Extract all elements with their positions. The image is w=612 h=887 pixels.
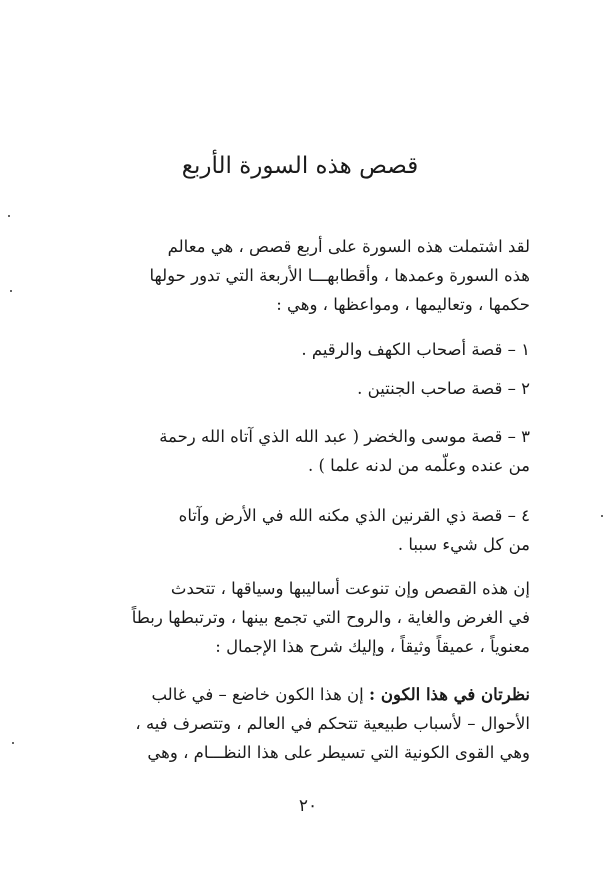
- page-number: ٢٠: [298, 796, 318, 816]
- section-paragraph: [95, 680, 530, 767]
- text-line: من عنده وعلّمه من لدنه علما ) .: [308, 456, 530, 475]
- text-line: ١ – قصة أصحاب الكهف والرقيم .: [301, 340, 530, 359]
- text-line: لقد اشتملت هذه السورة على أربع قصص ، هي معالم: [167, 237, 530, 256]
- text-line: إن هذه القصص وإن تنوعت أساليبها وسياقها ، تتحدث: [170, 579, 530, 598]
- text-line: الأحوال – لأسباب طبيعية تتحكم في العالم ، وتتصرف فيه ،: [135, 714, 530, 733]
- story-item-4: [95, 501, 530, 559]
- scan-speck: [8, 215, 10, 217]
- story-item-2: [95, 374, 530, 403]
- text-line: معنوياً ، عميقاً وثيقاً ، وإليك شرح هذا الإجمال :: [215, 637, 530, 656]
- text-line: [95, 680, 530, 709]
- story-item-1: [95, 335, 530, 364]
- text-line: ٢ – قصة صاحب الجنتين .: [357, 379, 530, 398]
- text-line: وهي القوى الكونية التي تسيطر على هذا النظـــام ، وهي: [147, 743, 530, 762]
- chapter-title: قصص هذه السورة الأربع: [181, 153, 419, 180]
- intro-paragraph: [95, 232, 530, 319]
- text-line: حكمها ، وتعاليمها ، ومواعظها ، وهي :: [276, 295, 530, 314]
- scan-speck: [601, 515, 603, 517]
- story-item-3: [95, 422, 530, 480]
- scan-speck: [10, 290, 12, 292]
- text-line: في الغرض والغاية ، والروح التي تجمع بينها ، وترتبطها ربطاً: [131, 608, 530, 627]
- text-line: ٣ – قصة موسى والخضر ( عبد الله الذي آتاه الله رحمة: [159, 427, 530, 446]
- text-line: من كل شيء سببا .: [397, 535, 530, 554]
- section-heading: نظرتان في هذا الكون :: [369, 685, 530, 704]
- summary-paragraph: [95, 574, 530, 661]
- text-line: هذه السورة وعمدها ، وأقطابهـــا الأربعة التي تدور حولها: [149, 266, 530, 285]
- section-first-line: إن هذا الكون خاضع – في غالب: [151, 685, 364, 704]
- scan-speck: [12, 742, 14, 744]
- text-line: ٤ – قصة ذي القرنين الذي مكنه الله في الأرض وآتاه: [178, 506, 530, 525]
